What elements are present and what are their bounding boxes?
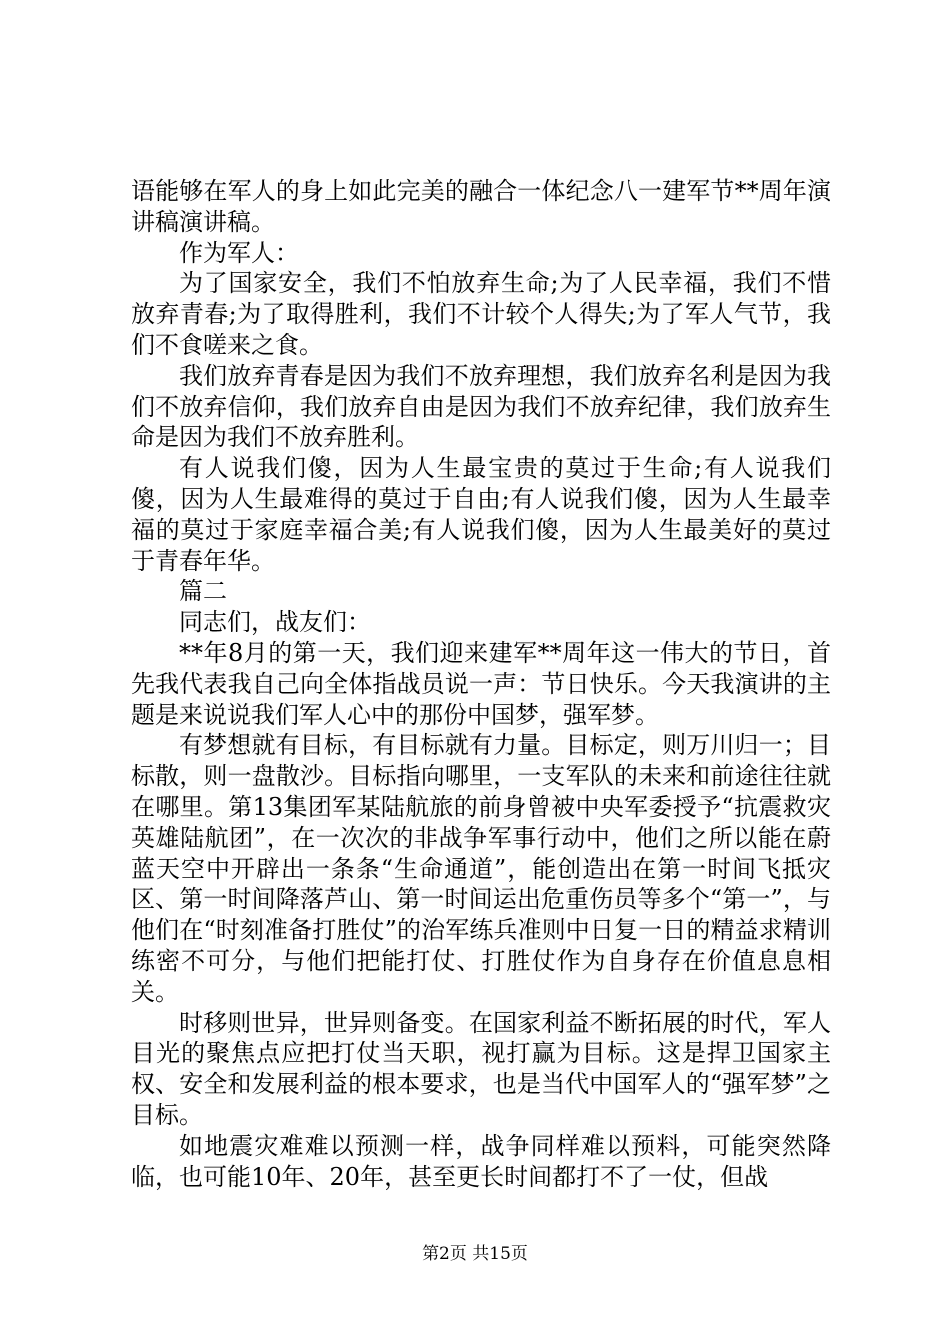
- section-heading: 篇二: [179, 577, 227, 606]
- paragraph-opening: **年8月的第一天，我们迎来建军**周年这一伟大的节日，首先我代表我自己向全体指战员说一声：节日快乐。今天我演讲的主题是来说说我们军人心中的那份中国梦，强军梦。: [131, 638, 831, 729]
- paragraph-sacrifice: 为了国家安全，我们不怕放弃生命;为了人民幸福，我们不惜放弃青春;为了取得胜利，我们不计较个人得失;为了军人气节，我们不食嗟来之食。: [131, 269, 831, 359]
- paragraph-dream-goal: 有梦想就有目标，有目标就有力量。目标定，则万川归一；目标散，则一盘散沙。目标指向哪里，一支军队的未来和前途往往就在哪里。第13集团军某陆航旅的前身曾被中央军委授予“抗震救灾英雄陆航团”，在一次次的非战争军事行动中，他们之所以能在蔚蓝天空中开辟出一条条“生命通道”，能创造出在第一时间飞抵灾区、第一时间降落芦山、第一时间运出危重伤员等多个“第一”，与他们在“时刻准备打胜仗”的治军练兵准则中日复一日的精益求精训练密不可分，与他们把能打仗、打胜仗作为自身存在价值息息相关。: [131, 731, 831, 1006]
- paragraph-give-up-youth: 我们放弃青春是因为我们不放弃理想，我们放弃名利是因为我们不放弃信仰，我们放弃自由是因为我们不放弃纪律，我们放弃生命是因为我们不放弃胜利。: [131, 361, 831, 452]
- paragraph-unpredictable-war: 如地震灾难难以预测一样，战争同样难以预料，可能突然降临，也可能10年、20年，甚至更长时间都打不了一仗，但战: [131, 1131, 831, 1191]
- paragraph-continuation: 语能够在军人的身上如此完美的融合一体纪念八一建军节**周年演讲稿演讲稿。: [131, 177, 831, 236]
- paragraph-people-say: 有人说我们傻，因为人生最宝贵的莫过于生命;有人说我们傻，因为人生最难得的莫过于自由;有人说我们傻，因为人生最幸福的莫过于家庭幸福合美;有人说我们傻，因为人生最美好的莫过于青春年华。: [131, 454, 831, 575]
- document-body: [131, 176, 831, 1192]
- salutation: 同志们，战友们：: [179, 608, 371, 637]
- paragraph-as-soldiers: 作为军人：: [179, 238, 299, 267]
- paragraph-times-change: 时移则世异，世异则备变。在国家利益不断拓展的时代，军人目光的聚焦点应把打仗当天职，视打赢为目标。这是捍卫国家主权、安全和发展利益的根本要求，也是当代中国军人的“强军梦”之目标。: [131, 1008, 831, 1129]
- page-footer: 第2页 共15页: [422, 1244, 528, 1264]
